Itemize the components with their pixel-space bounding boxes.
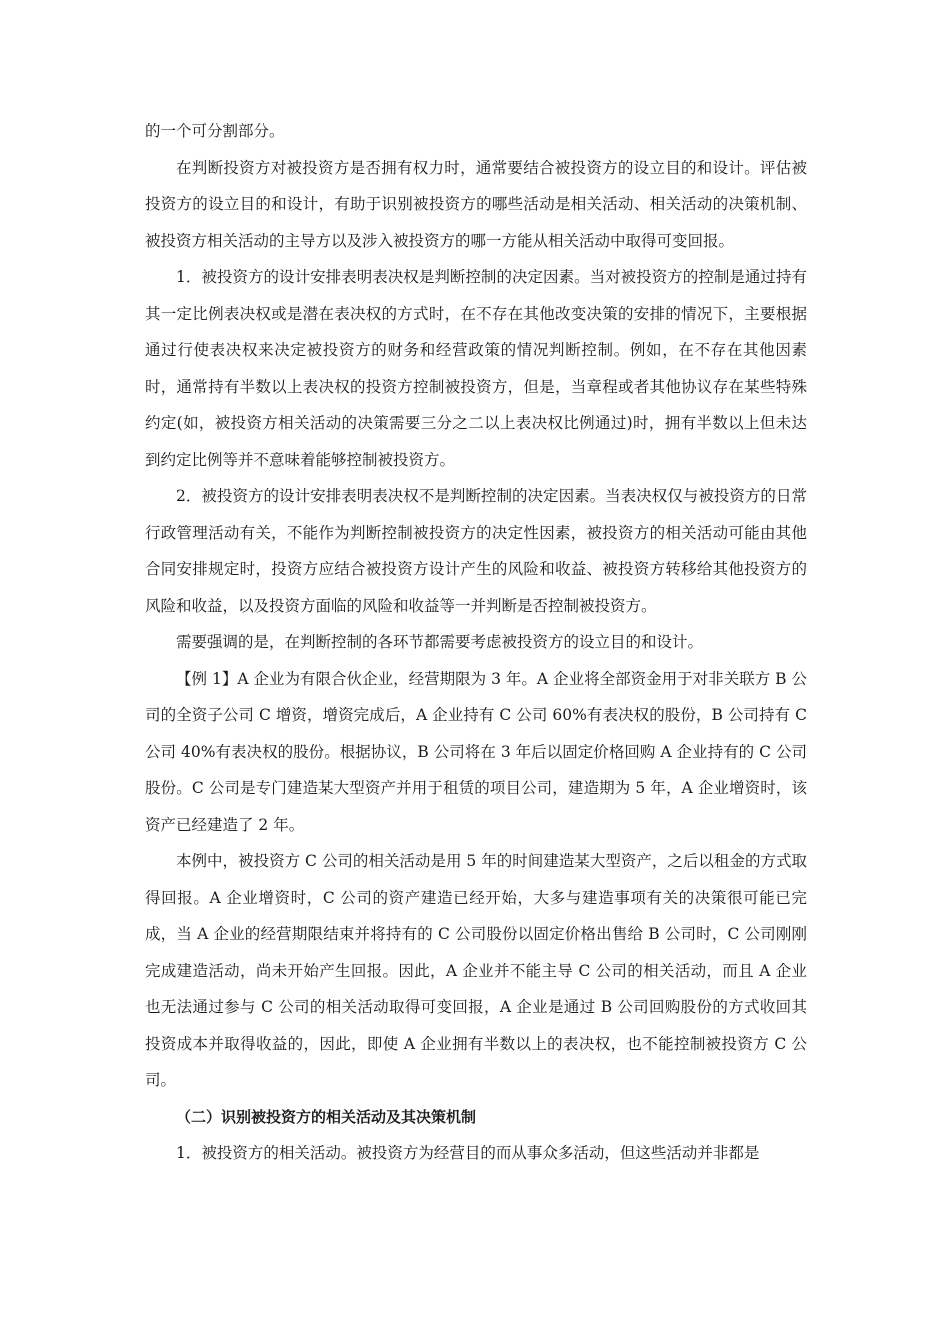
paragraph-continuation: 的一个可分割部分。 [145, 122, 285, 140]
paragraph-emphasis: 需要强调的是，在判断控制的各环节都需要考虑被投资方的设立目的和设计。 [176, 633, 704, 651]
paragraph-design-purpose: 在判断投资方对被投资方是否拥有权力时，通常要结合被投资方的设立目的和设计。评估被投资方的设立目的和设计，有助于识别被投资方的哪些活动是相关活动、相关活动的决策机制、被投资方相关活动的主导方以及涉入被投资方的哪一方能从相关活动中取得可变回报。 [145, 158, 807, 250]
section-heading: （二）识别被投资方的相关活动及其决策机制 [176, 1107, 477, 1126]
paragraph-voting-rights-not-decisive: 2．被投资方的设计安排表明表决权不是判断控制的决定因素。当表决权仅与被投资方的日常行政管理活动有关，不能作为判断控制被投资方的决定性因素，被投资方的相关活动可能由其他合同安排规定时，投资方应结合被投资方设计产生的风险和收益、被投资方转移给其他投资方的风险和收益，以及投资方面临的风险和收益等一并判断是否控制被投资方。 [145, 487, 807, 615]
document-body [145, 113, 807, 1172]
paragraph-relevant-activities: 1．被投资方的相关活动。被投资方为经营目的而从事众多活动，但这些活动并非都是 [176, 1144, 760, 1162]
paragraph-voting-rights-decisive: 1．被投资方的设计安排表明表决权是判断控制的决定因素。当对被投资方的控制是通过持有其一定比例表决权或是潜在表决权的方式时，在不存在其他改变决策的安排的情况下，主要根据通过行使表决权来决定被投资方的财务和经营政策的情况判断控制。例如，在不存在其他因素时，通常持有半数以上表决权的投资方控制被投资方，但是，当章程或者其他协议存在某些特殊约定(如，被投资方相关活动的决策需要三分之二以上表决权比例通过)时，拥有半数以上但未达到约定比例等并不意味着能够控制被投资方。 [145, 268, 807, 469]
paragraph-example-analysis: 本例中，被投资方 C 公司的相关活动是用 5 年的时间建造某大型资产，之后以租金的方式取得回报。A 企业增资时，C 公司的资产建造已经开始，大多与建造事项有关的决策很可能已完成，当 A 企业的经营期限结束并将持有的 C 公司股份以固定价格出售给 B 公司时，C 公司刚刚完成建造活动，尚未开始产生回报。因此，A 企业并不能主导 C 公司的相关活动，而且 A 企业也无法通过参与 C 公司的相关活动取得可变回报，A 企业是通过 B 公司回购股份的方式收回其投资成本并取得收益的，因此，即使 A 企业拥有半数以上的表决权，也不能控制被投资方 C 公司。 [145, 852, 807, 1089]
paragraph-example-1: 【例 1】A 企业为有限合伙企业，经营期限为 3 年。A 企业将全部资金用于对非关联方 B 公司的全资子公司 C 增资，增资完成后，A 企业持有 C 公司 60%有表决权的股份，B 公司持有 C 公司 40%有表决权的股份。根据协议，B 公司将在 3 年后以固定价格回购 A 企业持有的 C 公司股份。C 公司是专门建造某大型资产并用于租赁的项目公司，建造期为 5 年，A 企业增资时，该资产已经建造了 2 年。 [145, 669, 807, 834]
